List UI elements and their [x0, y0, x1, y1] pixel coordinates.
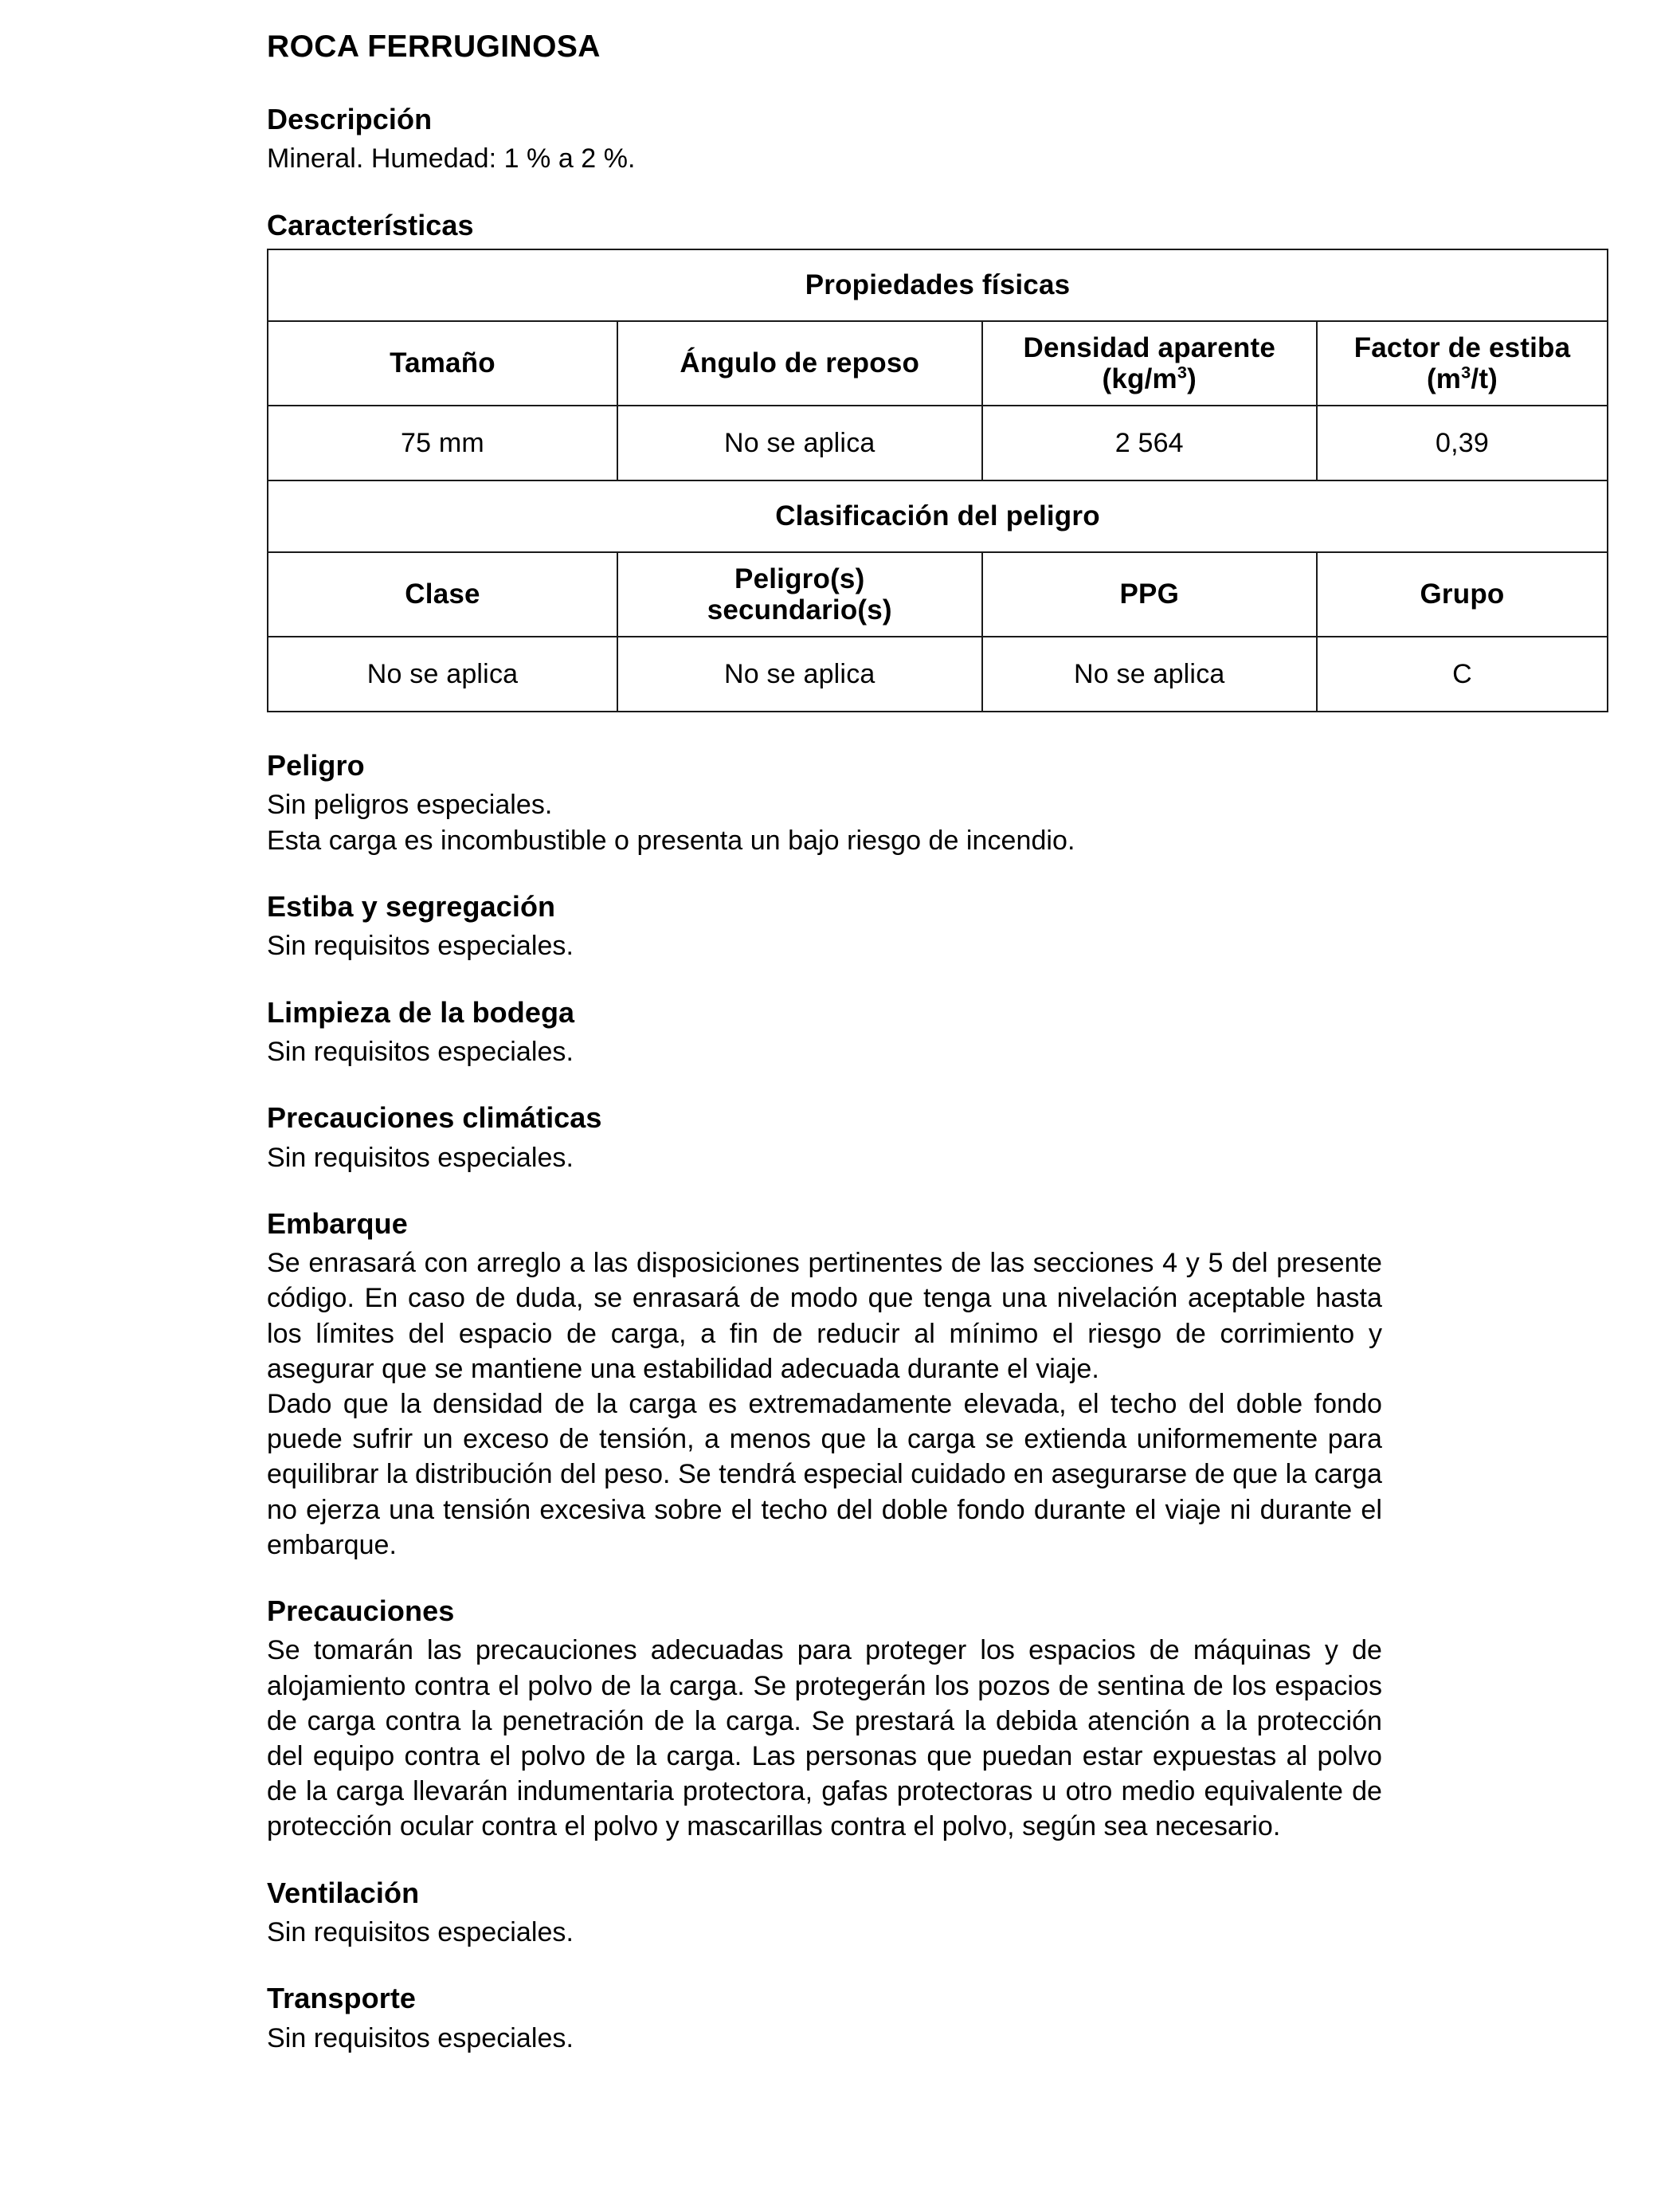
header-clase: Clase — [268, 552, 617, 637]
section-precauciones — [267, 1594, 1382, 1845]
table-row-band-physical — [268, 249, 1608, 321]
table-row-hazard-values — [268, 637, 1608, 712]
header-peligros-secundarios — [617, 552, 982, 637]
header-tamano: Tamaño — [268, 321, 617, 406]
limpieza-text: Sin requisitos especiales. — [267, 1036, 574, 1067]
peligro-line-2: Esta carga es incombustible o presenta un bajo riesgo de incendio. — [267, 825, 1075, 856]
embarque-paragraph-2: Dado que la densidad de la carga es extremadamente elevada, el techo del doble fondo puede sufrir un exceso de tensión, a menos que la carga se extienda uniformemente para equilibrar la distribución del peso. Se tendrá especial cuidado en asegurarse de que la carga no ejerza una tensión excesiva sobre el techo del doble fondo durante el viaje ni durante el embarque. — [267, 1389, 1382, 1560]
header-grupo: Grupo — [1317, 552, 1608, 637]
header-ppg: PPG — [982, 552, 1318, 637]
section-heading-caracteristicas: Características — [267, 208, 474, 241]
section-heading-ventilacion: Ventilación — [267, 1876, 420, 1909]
table-row-physical-values — [268, 406, 1608, 480]
transporte-text: Sin requisitos especiales. — [267, 2022, 574, 2053]
section-transporte — [267, 1982, 1382, 2056]
section-heading-estiba: Estiba y segregación — [267, 889, 556, 923]
header-factor-unit: $(m^3/t)$ — [1426, 362, 1498, 395]
section-precauciones-climaticas — [267, 1101, 1382, 1175]
section-heading-embarque: Embarque — [267, 1206, 408, 1240]
table-row-band-hazard — [268, 480, 1608, 552]
band-physical-properties: Propiedades físicas — [268, 249, 1608, 321]
value-grupo: C — [1317, 637, 1608, 712]
header-densidad-aparente — [982, 321, 1318, 406]
section-peligro — [267, 749, 1382, 858]
table-row-physical-headers — [268, 321, 1608, 406]
value-clase: No se aplica — [268, 637, 617, 712]
header-peligros-line1: Peligro(s) — [734, 563, 865, 594]
value-peligros-secundarios: No se aplica — [617, 637, 982, 712]
section-heading-limpieza: Limpieza de la bodega — [267, 995, 575, 1029]
section-heading-descripcion: Descripción — [267, 102, 433, 135]
precauciones-climaticas-text: Sin requisitos especiales. — [267, 1142, 574, 1173]
section-heading-peligro: Peligro — [267, 749, 365, 782]
table-row-hazard-headers — [268, 552, 1608, 637]
section-estiba — [267, 890, 1382, 964]
characteristics-table — [267, 249, 1608, 712]
header-densidad-unit: $(kg/m^3)$ — [1102, 362, 1197, 395]
value-densidad-aparente: 2 564 — [982, 406, 1318, 480]
header-peligros-line2: secundario(s) — [707, 594, 892, 626]
section-heading-transporte: Transporte — [267, 1982, 417, 2015]
band-hazard-classification: Clasificación del peligro — [268, 480, 1608, 552]
header-factor-estiba — [1317, 321, 1608, 406]
header-factor-label: Factor de estiba — [1353, 331, 1571, 363]
value-ppg: No se aplica — [982, 637, 1318, 712]
descripcion-text: Mineral. Humedad: 1 % a 2 %. — [267, 143, 636, 175]
section-heading-precauciones-climaticas: Precauciones climáticas — [267, 1101, 602, 1135]
value-tamano: 75 mm — [268, 406, 617, 480]
section-limpieza — [267, 996, 1382, 1070]
section-embarque — [267, 1207, 1382, 1563]
precauciones-paragraph: Se tomarán las precauciones adecuadas para proteger los espacios de máquinas y de alojamiento contra el polvo de la carga. Se protegerán los pozos de sentina de los espacios de carga contra la penetración de la carga. Se prestará la debida atención a la protección del equipo contra el polvo de la carga. Las personas que puedan estar expuestas al polvo de la carga llevarán indumentaria protectora, gafas protectoras u otro medio equivalente de protección ocular contra el polvo y mascarillas contra el polvo, según sea necesario. — [267, 1635, 1382, 1842]
estiba-text: Sin requisitos especiales. — [267, 931, 574, 962]
section-heading-precauciones: Precauciones — [267, 1594, 455, 1627]
header-angulo-reposo: Ángulo de reposo — [617, 321, 982, 406]
section-ventilacion — [267, 1877, 1382, 1951]
peligro-line-1: Sin peligros especiales. — [267, 790, 553, 821]
header-densidad-label: Densidad aparente — [1023, 331, 1276, 363]
value-angulo-reposo: No se aplica — [617, 406, 982, 480]
embarque-paragraph-1: Se enrasará con arreglo a las disposiciones pertinentes de las secciones 4 y 5 del presente código. En caso de duda, se enrasará de modo que tenga una nivelación aceptable hasta los límites del espacio de carga, a fin de reducir al mínimo el riesgo de corrimiento y asegurar que se mantiene una estabilidad adecuada durante el viaje. — [267, 1248, 1382, 1384]
ventilacion-text: Sin requisitos especiales. — [267, 1917, 574, 1948]
section-caracteristicas — [267, 208, 1571, 712]
value-factor-estiba: 0,39 — [1317, 406, 1608, 480]
section-descripcion — [267, 103, 1382, 177]
page-title: ROCA FERRUGINOSA — [267, 29, 601, 64]
